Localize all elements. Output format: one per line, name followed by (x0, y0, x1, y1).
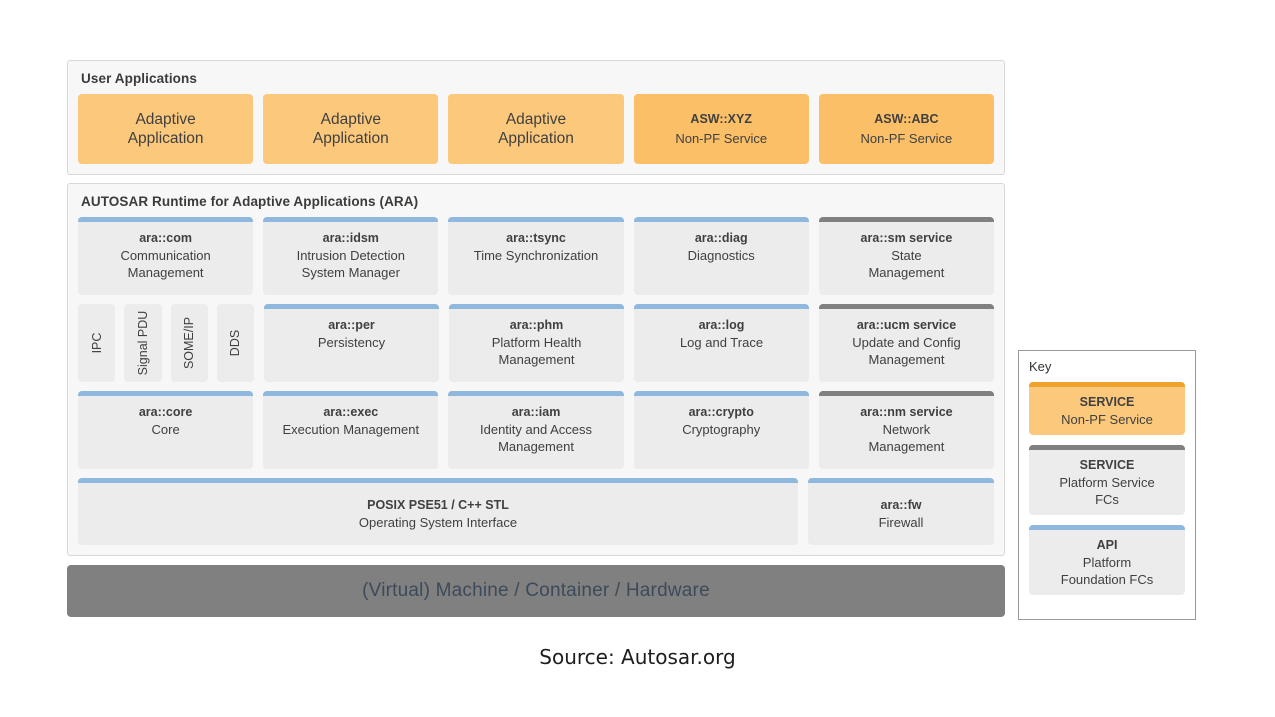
key-item-desc: Platform Foundation FCs (1060, 555, 1154, 587)
protocol-label: DDS (228, 329, 243, 357)
fc-ara-diag (634, 217, 809, 295)
hardware-bar (67, 565, 1005, 617)
protocol-some-ip (171, 304, 208, 382)
protocol-ipc (78, 304, 115, 382)
adaptive-application-line1: Adaptive (135, 111, 196, 128)
protocol-dds (217, 304, 254, 382)
adaptive-application-box-3 (448, 94, 623, 164)
fc-desc: Firewall (878, 515, 924, 530)
fc-name: ara::fw (880, 498, 922, 512)
asw-xyz-box (634, 94, 809, 164)
fc-ara-sm-service (819, 217, 994, 295)
ara-row-3 (78, 391, 994, 469)
fc-ara-fw (808, 478, 994, 545)
fc-ara-exec (263, 391, 438, 469)
key-item-desc: Platform Service FCs (1059, 475, 1155, 507)
fc-name: ara::phm (509, 318, 564, 332)
fc-name: ara::log (698, 318, 745, 332)
fc-desc: Cryptography (682, 422, 761, 437)
asw-abc-desc: Non-PF Service (860, 131, 953, 146)
fc-desc: Update and Config Management (852, 335, 961, 367)
ara-title: AUTOSAR Runtime for Adaptive Applications (ARA) (81, 194, 419, 209)
user-applications-title: User Applications (81, 71, 197, 86)
os-interface-desc: Operating System Interface (358, 515, 518, 530)
fc-name: ara::crypto (688, 405, 754, 419)
adaptive-application-line1: Adaptive (320, 111, 381, 128)
user-applications-row (78, 94, 994, 164)
ara-row-os (78, 478, 994, 545)
adaptive-application-line2: Application (498, 130, 574, 147)
adaptive-application-line2: Application (312, 130, 389, 147)
fc-ara-tsync (448, 217, 623, 295)
fc-ara-idsm (263, 217, 438, 295)
asw-abc-box (819, 94, 994, 164)
fc-ara-ucm-service (819, 304, 994, 382)
fc-desc: Core (151, 422, 180, 437)
fc-ara-log (634, 304, 809, 382)
key-item-platform-service (1029, 445, 1185, 515)
adaptive-application-box-2 (263, 94, 438, 164)
key-item-name: API (1096, 538, 1118, 552)
key-item-name: SERVICE (1079, 395, 1135, 409)
fc-desc: State Management (868, 248, 945, 280)
fc-ara-nm-service (819, 391, 994, 469)
asw-xyz-desc: Non-PF Service (675, 131, 768, 146)
ara-row-1 (78, 217, 994, 295)
asw-xyz-name: ASW::XYZ (690, 112, 752, 126)
fc-desc: Identity and Access Management (480, 422, 593, 454)
fc-name: ara::ucm service (856, 318, 957, 332)
user-applications-panel (67, 60, 1005, 175)
protocol-signal-pdu (124, 304, 161, 382)
ara-panel (67, 183, 1005, 556)
adaptive-application-line2: Application (127, 130, 204, 147)
adaptive-application-line1: Adaptive (505, 111, 567, 128)
fc-desc: Execution Management (282, 422, 420, 437)
fc-name: ara::com (139, 231, 192, 245)
fc-name: ara::sm service (860, 231, 953, 245)
fc-ara-com (78, 217, 253, 295)
os-interface-name: POSIX PSE51 / C++ STL (367, 498, 509, 512)
fc-name: ara::diag (694, 231, 748, 245)
fc-desc: Platform Health Management (491, 335, 582, 367)
source-caption: Source: Autosar.org (539, 645, 736, 669)
fc-name: ara::per (328, 318, 375, 332)
fc-desc: Intrusion Detection System Manager (296, 248, 405, 280)
autosar-adaptive-platform-diagram (67, 60, 1005, 617)
key-item-desc: Non-PF Service (1061, 412, 1153, 427)
protocol-label: IPC (89, 332, 104, 354)
fc-ara-crypto (634, 391, 809, 469)
fc-ara-core (78, 391, 253, 469)
fc-ara-phm (449, 304, 624, 382)
key-title: Key (1029, 359, 1052, 374)
fc-desc: Log and Trace (679, 335, 764, 350)
fc-desc: Communication Management (120, 248, 211, 280)
protocol-label: SOME/IP (182, 316, 197, 370)
fc-desc: Network Management (868, 422, 945, 454)
ara-row-2 (78, 304, 994, 382)
asw-abc-name: ASW::ABC (874, 112, 939, 126)
fc-name: ara::nm service (860, 405, 953, 419)
fc-ara-per (264, 304, 439, 382)
fc-name: ara::tsync (506, 231, 566, 245)
protocol-stack (78, 304, 254, 382)
key-panel (1018, 350, 1196, 620)
key-item-name: SERVICE (1079, 458, 1135, 472)
key-item-non-pf-service (1029, 382, 1185, 435)
fc-desc: Diagnostics (687, 248, 755, 263)
fc-name: ara::exec (323, 405, 379, 419)
fc-desc: Persistency (317, 335, 386, 350)
fc-name: ara::idsm (322, 231, 379, 245)
os-interface-box (78, 478, 798, 545)
ara-grid (78, 217, 994, 545)
fc-ara-iam (448, 391, 623, 469)
adaptive-application-box-1 (78, 94, 253, 164)
hardware-label: (Virtual) Machine / Container / Hardware (362, 580, 710, 601)
key-item-platform-foundation (1029, 525, 1185, 595)
protocol-label: Signal PDU (135, 310, 150, 376)
fc-desc: Time Synchronization (473, 248, 599, 263)
fc-name: ara::core (138, 405, 193, 419)
fc-name: ara::iam (511, 405, 561, 419)
